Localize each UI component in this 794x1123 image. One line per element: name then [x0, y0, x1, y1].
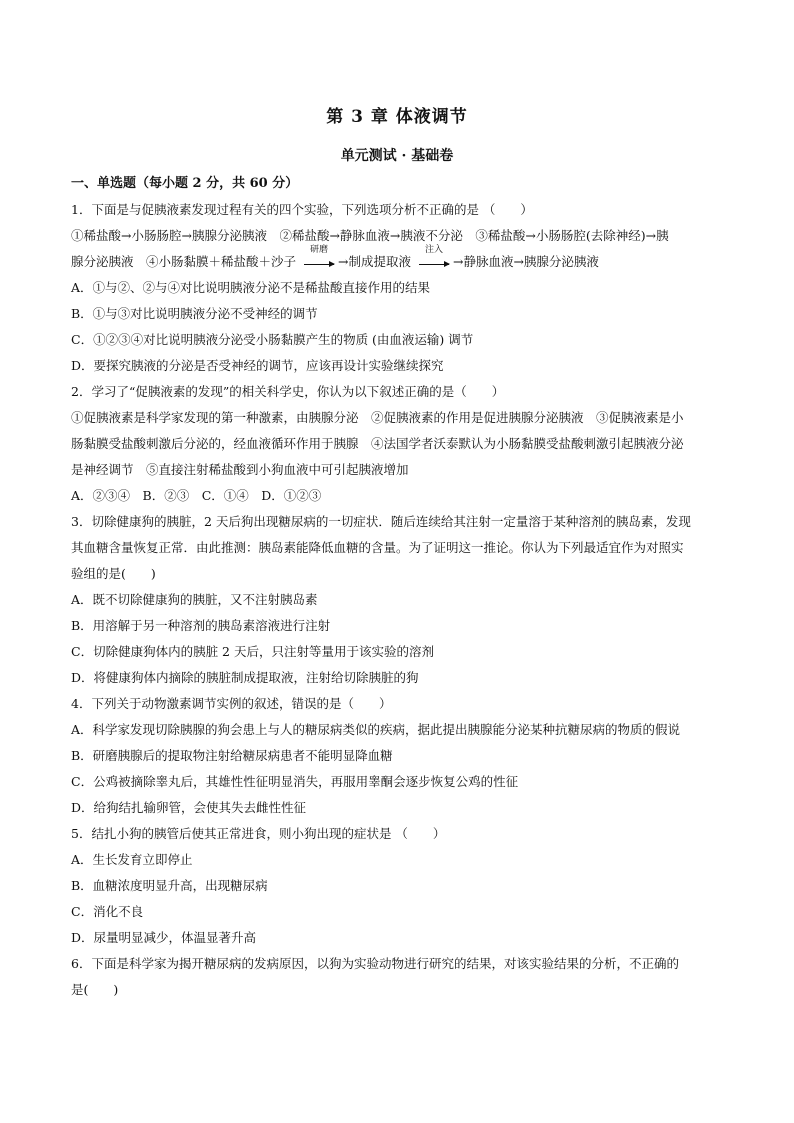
- question-1-option-c: C．①②③④对比说明胰液分泌受小肠黏膜产生的物质 (由血液运输) 调节: [71, 332, 474, 347]
- question-1-option-b: B．①与③对比说明胰液分泌不受神经的调节: [71, 306, 318, 321]
- question-6-text-line1: 6．下面是科学家为揭开糖尿病的发病原因，以狗为实验动物进行研究的结果，对该实验结果的分析，不正确的: [71, 956, 679, 971]
- arrow-label-inject: 注入: [424, 245, 443, 255]
- question-1-option-d: D．要探究胰液的分泌是否受神经的调节，应该再设计实验继续探究: [71, 358, 444, 373]
- question-2-text-line2: 肠黏膜受盐酸刺激后分泌的，经血液循环作用于胰腺 ④法国学者沃泰默认为小肠黏膜受盐酸刺激引起胰液分泌: [71, 436, 684, 451]
- question-5-stem: 5．结扎小狗的胰管后使其正常进食，则小狗出现的症状是 （ ）: [71, 826, 446, 841]
- question-1-stem: 1．下面是与促胰液素发现过程有关的四个实验，下列选项分析不正确的是 （ ）: [71, 202, 533, 217]
- question-3-text-line2: 其血糖含量恢复正常．由此推测：胰岛素能降低血糖的含量。为了证明这一推论。你认为下列最适宜作为对照实: [71, 540, 684, 555]
- question-1-text-line2: [71, 245, 726, 275]
- chapter-title: 第 3 章 体液调节: [326, 107, 468, 127]
- arrow-icon: [304, 264, 334, 265]
- question-1-text-part-b: →制成提取液: [338, 254, 411, 269]
- question-2-options: A．②③④ B．②③ C．①④ D．①②③: [71, 488, 322, 503]
- question-5-option-a: A．生长发育立即停止: [71, 852, 193, 867]
- question-3-option-b: B．用溶解于另一种溶剂的胰岛素溶液进行注射: [71, 618, 331, 633]
- labeled-arrow-inject: [419, 245, 449, 263]
- question-3-option-d: D．将健康狗体内摘除的胰脏制成提取液，注射给切除胰脏的狗: [71, 670, 419, 685]
- question-4-option-b: B．研磨胰腺后的提取物注射给糖尿病患者不能明显降血糖: [71, 748, 393, 763]
- question-5-option-c: C．消化不良: [71, 904, 144, 919]
- question-2-text-line1: ①促胰液素是科学家发现的第一种激素，由胰腺分泌 ②促胰液素的作用是促进胰腺分泌胰液 ③促胰液素是小: [71, 410, 684, 425]
- question-2-text-line3: 是神经调节 ⑤直接注射稀盐酸到小狗血液中可引起胰液增加: [71, 462, 409, 477]
- section-heading: 一、单选题（每小题 2 分，共 60 分）: [71, 176, 299, 191]
- question-5-option-d: D．尿量明显减少，体温显著升高: [71, 930, 257, 945]
- question-1-text-part-a: 腺分泌胰液 ④小肠黏膜＋稀盐酸＋沙子: [71, 254, 297, 269]
- question-4-option-a: A．科学家发现切除胰腺的狗会患上与人的糖尿病类似的疾病，据此提出胰腺能分泌某种抗糖尿病的物质的假说: [71, 722, 681, 737]
- question-1-text-part-c: →静脉血液→胰腺分泌胰液: [452, 254, 599, 269]
- question-list: [71, 171, 726, 1003]
- question-2-stem: 2．学习了“促胰液素的发现”的相关科学史，你认为以下叙述正确的是（ ）: [71, 384, 505, 399]
- question-3-option-a: A．既不切除健康狗的胰脏，又不注射胰岛素: [71, 592, 318, 607]
- question-4-stem: 4．下列关于动物激素调节实例的叙述，错误的是（ ）: [71, 696, 392, 711]
- question-3-text-line1: 3．切除健康狗的胰脏，2 天后狗出现糖尿病的一切症状．随后连续给其注射一定量溶于某种溶剂的胰岛素，发现: [71, 514, 691, 529]
- test-subtitle: 单元测试 · 基础卷: [340, 148, 454, 164]
- question-4-option-d: D．给狗结扎输卵管，会使其失去雌性性征: [71, 800, 307, 815]
- labeled-arrow-grind: [304, 245, 334, 263]
- question-3-text-line3: 验组的是( ): [71, 566, 156, 581]
- question-1-text-line1: ①稀盐酸→小肠肠腔→胰腺分泌胰液 ②稀盐酸→静脉血液→胰液不分泌 ③稀盐酸→小肠肠腔(去除神经)→胰: [71, 228, 669, 243]
- question-5-option-b: B．血糖浓度明显升高，出现糖尿病: [71, 878, 268, 893]
- question-4-option-c: C．公鸡被摘除睾丸后，其雄性性征明显消失，再服用睾酮会逐步恢复公鸡的性征: [71, 774, 519, 789]
- arrow-label-grind: 研磨: [309, 245, 328, 255]
- question-6-text-line2: 是( ): [71, 982, 119, 997]
- question-1-option-a: A．①与②、②与④对比说明胰液分泌不是稀盐酸直接作用的结果: [71, 280, 431, 295]
- arrow-icon: [419, 264, 449, 265]
- question-3-option-c: C．切除健康狗体内的胰脏 2 天后，只注射等量用于该实验的溶剂: [71, 644, 434, 659]
